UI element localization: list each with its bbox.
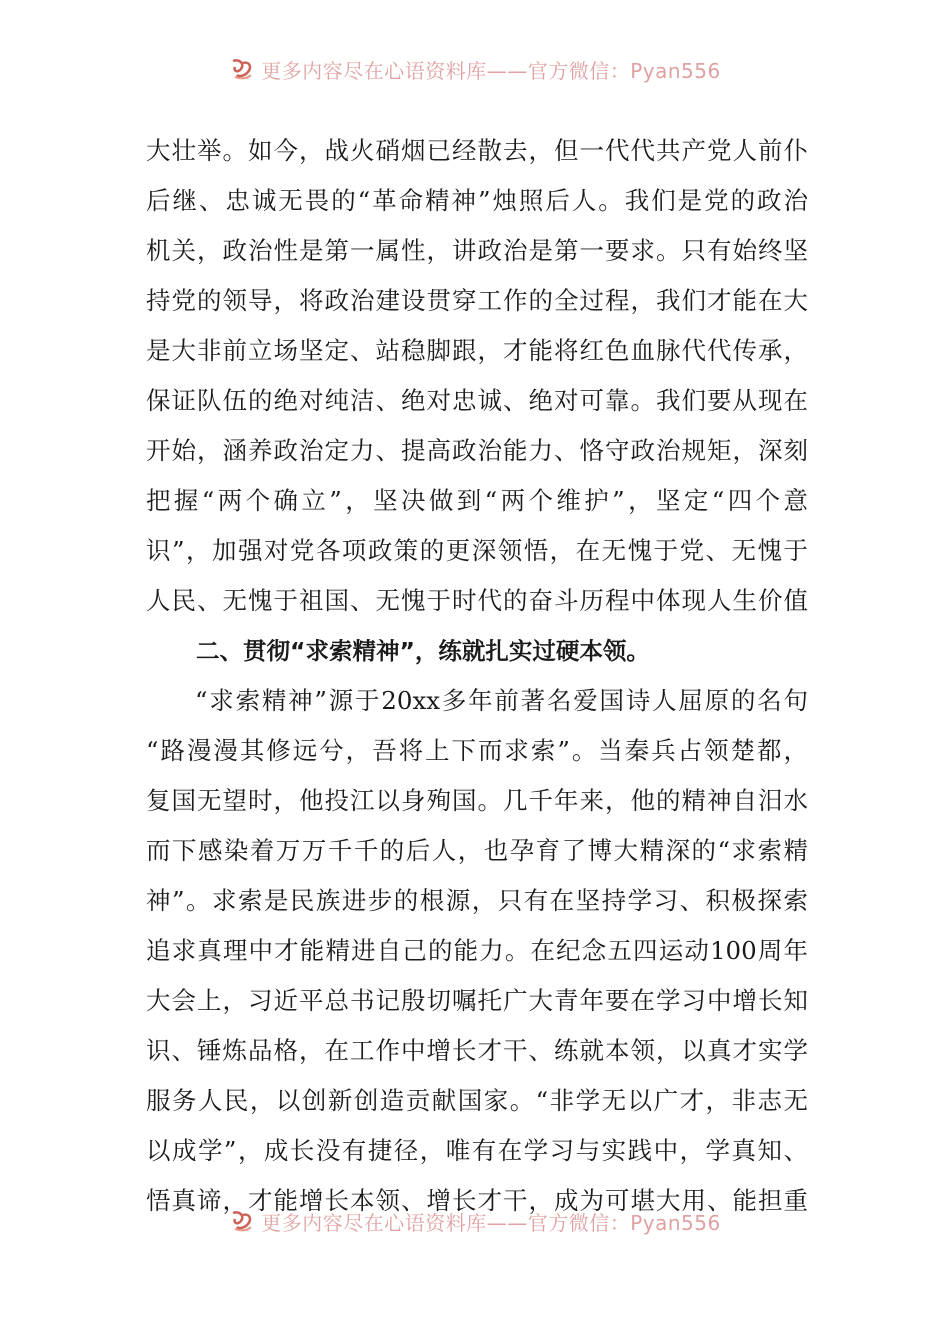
text-line: 大会上，习近平总书记殷切嘱托广大青年要在学习中增长知 [146,986,808,1015]
footer-watermark [0,1206,950,1236]
paragraph-revolution-spirit [146,126,808,626]
watermark-text: 更多内容尽在心语资料库——官方微信：Pyan556 [261,1210,721,1235]
text-line: 人民、无愧于祖国、无愧于时代的奋斗历程中体现人生价值 [146,586,808,615]
paragraph-seeking-spirit [146,676,808,1226]
text-line: 识”，加强对党各项政策的更深领悟，在无愧于党、无愧于 [146,536,808,565]
text-line: 机关，政治性是第一属性，讲政治是第一要求。只有始终坚 [146,236,808,265]
document-body [146,126,808,1226]
watermark-text: 更多内容尽在心语资料库——官方微信：Pyan556 [261,58,721,83]
text-line: 后继、忠诚无畏的“革命精神”烛照后人。我们是党的政治 [146,186,808,215]
text-line: 而下感染着万万千千的后人，也孕育了博大精深的“求索精 [146,836,808,865]
text-line: 追求真理中才能精进自己的能力。在纪念五四运动100周年 [146,936,808,965]
section-heading: 二、贯彻“求索精神”，练就扎实过硬本领。 [196,637,650,665]
text-line: “求索精神”源于20xx多年前著名爱国诗人屈原的名句 [195,686,808,715]
brand-logo-icon [229,1209,255,1233]
text-line: 神”。求索是民族进步的根源，只有在坚持学习、积极探索 [146,886,808,915]
text-line: 保证队伍的绝对纯洁、绝对忠诚、绝对可靠。我们要从现在 [146,386,808,415]
text-line: 悟真谛，才能增长本领、增长才干，成为可堪大用、能担重 [146,1186,808,1215]
text-line: 是大非前立场坚定、站稳脚跟，才能将红色血脉代代传承， [146,336,808,365]
text-line: 服务人民，以创新创造贡献国家。“非学无以广才，非志无 [146,1086,808,1115]
text-line: 把握“两个确立”，坚决做到“两个维护”，坚定“四个意 [146,486,808,515]
header-watermark [0,54,950,84]
text-line: “路漫漫其修远兮，吾将上下而求索”。当秦兵占领楚都， [146,736,808,765]
text-line: 开始，涵养政治定力、提高政治能力、恪守政治规矩，深刻 [146,436,808,465]
text-line: 复国无望时，他投江以身殉国。几千年来，他的精神自汨水 [146,786,808,815]
text-line: 持党的领导，将政治建设贯穿工作的全过程，我们才能在大 [146,286,808,315]
text-line: 识、锤炼品格，在工作中增长才干、练就本领，以真才实学 [146,1036,808,1065]
text-line: 以成学”，成长没有捷径，唯有在学习与实践中，学真知、 [146,1136,808,1165]
text-line: 大壮举。如今，战火硝烟已经散去，但一代代共产党人前仆 [146,136,808,165]
brand-logo-icon [229,57,255,81]
